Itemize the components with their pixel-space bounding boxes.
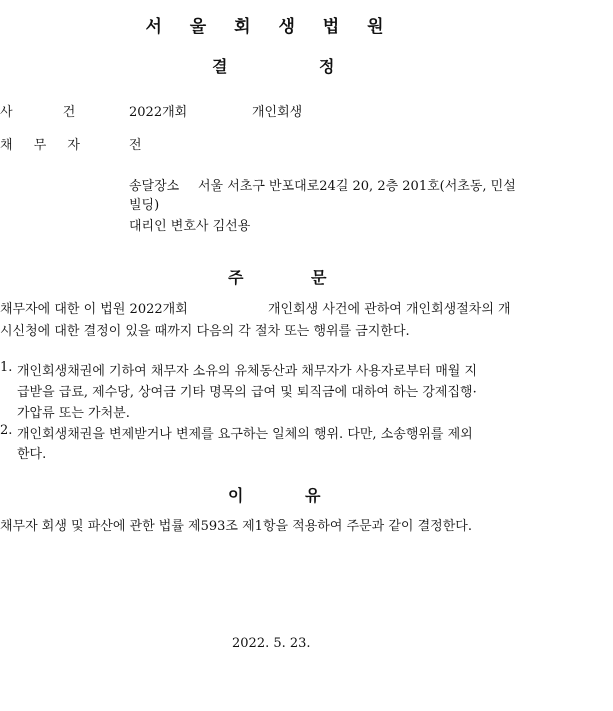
order-item-2-line-2: 한다. (17, 447, 47, 462)
order-item-2-number: 2. (0, 423, 13, 438)
debtor-label (0, 134, 80, 153)
document-type-char-1: 결 (212, 57, 228, 76)
case-number: 2022개회 (129, 105, 188, 120)
reason-text: 채무자 회생 및 파산에 관한 법률 제593조 제1항을 적용하여 주문과 같이 결정한다. (0, 519, 472, 534)
order-intro-line-1a: 채무자에 대한 이 법원 2022개회 (0, 302, 188, 317)
address-line-1: 서울 서초구 반포대로24길 20, 2층 201호(서초동, 민설 (198, 179, 516, 194)
legal-agent: 대리인 변호사 김선용 (129, 219, 251, 234)
debtor-label-char-3: 자 (67, 138, 80, 153)
order-heading (228, 265, 327, 288)
reason-heading-char-1: 이 (228, 486, 244, 505)
reason-heading-char-2: 유 (305, 486, 321, 505)
address-label: 송달장소 (129, 179, 180, 194)
document-type-char-2: 정 (319, 57, 335, 76)
order-heading-char-2: 문 (311, 268, 327, 287)
order-item-1-line-2: 급받을 급료, 제수당, 상여금 기타 명목의 급여 및 퇴직금에 대하여 하는 강제집행· (17, 385, 477, 400)
case-label-char-1: 사 (0, 105, 13, 120)
order-item-2-line-1: 개인회생채권을 변제받거나 변제를 요구하는 일체의 행위. 다만, 소송행위를 제외 (17, 427, 473, 442)
case-label (0, 101, 75, 120)
debtor-name: 전 (129, 138, 142, 153)
reason-heading (228, 483, 321, 506)
decision-date: 2022. 5. 23. (232, 636, 311, 651)
debtor-label-char-1: 채 (0, 138, 13, 153)
order-heading-char-1: 주 (228, 268, 244, 287)
court-name: 서 울 회 생 법 원 (145, 17, 395, 37)
case-type: 개인회생 (252, 105, 303, 120)
document-type (212, 54, 335, 77)
address-line-2: 빌딩) (129, 198, 160, 213)
order-intro-line-1b: 개인회생 사건에 관하여 개인회생절차의 개 (268, 302, 511, 317)
debtor-label-char-2: 무 (33, 138, 47, 153)
order-item-1-line-3: 가압류 또는 가처분. (17, 406, 130, 421)
case-label-char-2: 건 (62, 105, 76, 120)
order-intro-line-2: 시신청에 대한 결정이 있을 때까지 다음의 각 절차 또는 행위를 금지한다. (0, 324, 410, 339)
order-item-1-line-1: 개인회생채권에 기하여 채무자 소유의 유체동산과 채무자가 사용자로부터 매월 지 (17, 364, 478, 379)
order-item-1-number: 1. (0, 360, 13, 375)
